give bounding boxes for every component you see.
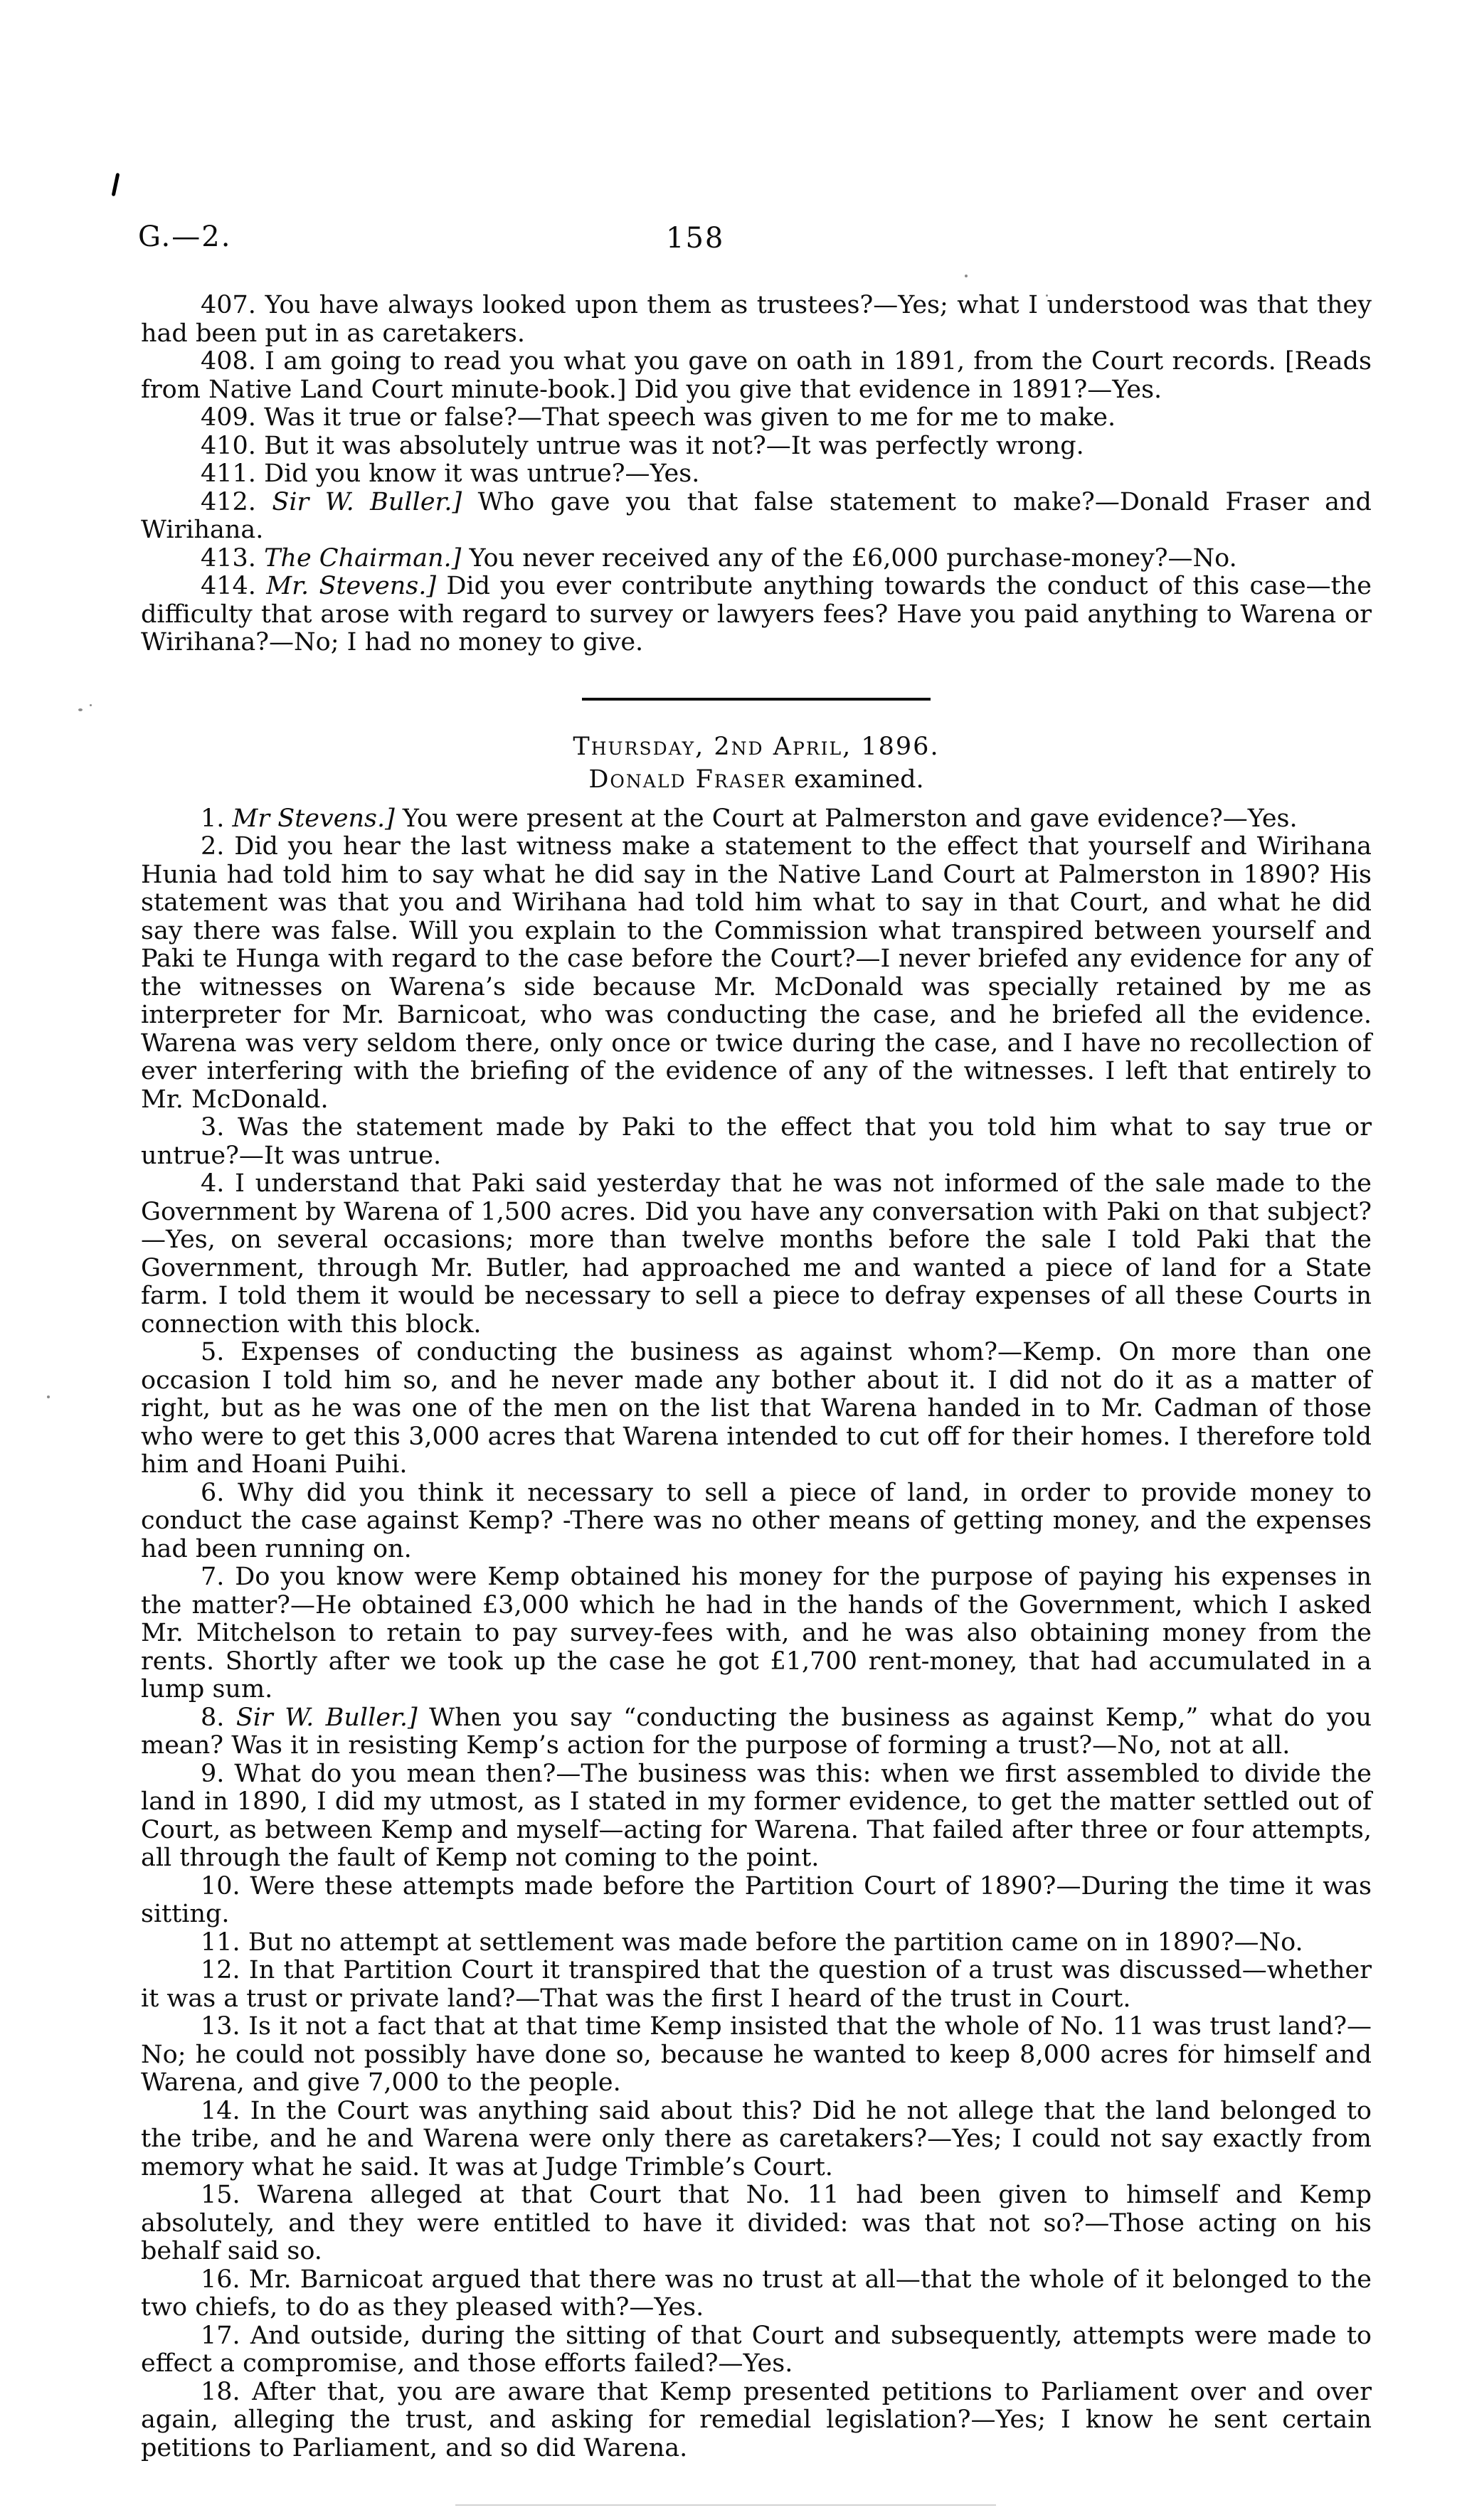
qa-text: And outside, during the sitting of that Court and subsequently, attempts were made to effect a compromise, and those efforts failed?—Yes. — [141, 2321, 1372, 2378]
qa-text: Were these attempts made before the Partition Court of 1890?—During the time it was sitting. — [141, 1871, 1372, 1928]
qa-text: You have always looked upon them as trustees?—Yes; what I understood was that they had been put in as caretakers. — [141, 291, 1372, 348]
qa-text: Expenses of conducting the business as against whom?—Kemp. On more than one occasion I told him so, and he never made any bother about it. I did not do it as a matter of right, but as he was one of the men on the list that Warena handed in to Mr. Cadman of those who were to get this 3,000 acres that Warena intended to cut off for their homes. I therefore told him and Hoani Puihi. — [141, 1338, 1372, 1479]
scan-speck — [965, 275, 968, 277]
qa-paragraph-3 — [141, 1114, 1372, 1170]
question-number: 14. — [201, 2096, 240, 2125]
qa-text: You were present at the Court at Palmerston and gave evidence?—Yes. — [402, 804, 1298, 833]
qa-paragraph-4 — [141, 1170, 1372, 1339]
qa-paragraph-413 — [141, 545, 1372, 573]
qa-paragraph-17 — [141, 2322, 1372, 2378]
question-number: 10. — [201, 1871, 240, 1900]
examination-section — [141, 805, 1372, 2463]
question-number: 16. — [201, 2265, 240, 2294]
question-number: 5. — [201, 1338, 225, 1366]
qa-text: Do you know were Kemp obtained his money for the purpose of paying his expenses in the matter?—He obtained £3,000 which he had in the hands of the Government, which I asked Mr. Mitchelson to retain to pay survey-fees with, and he was also obtaining money from the rents. Shortly after we took up the case he got £1,700 rent-money, that had accumulated in a lump sum. — [141, 1563, 1372, 1703]
question-number: 409. — [201, 403, 256, 432]
qa-paragraph-6 — [141, 1479, 1372, 1564]
witness-heading — [141, 766, 1372, 794]
scan-speck — [47, 1395, 50, 1398]
question-number: 7. — [201, 1563, 225, 1591]
question-number: 408. — [201, 347, 256, 376]
qa-paragraph-18 — [141, 2378, 1372, 2463]
question-number: 411. — [201, 459, 256, 488]
qa-paragraph-5 — [141, 1339, 1372, 1479]
qa-text: Was it true or false?—That speech was given to me for me to make. — [264, 403, 1116, 432]
section-divider-rule — [582, 698, 931, 701]
qa-paragraph-15 — [141, 2181, 1372, 2266]
qa-text: But no attempt at settlement was made before the partition came on in 1890?—No. — [248, 1928, 1303, 1957]
question-number: 13. — [201, 2012, 240, 2041]
speaker-name: The Chairman.] — [264, 543, 462, 573]
scan-artifact-stroke — [112, 173, 120, 196]
qa-text: Is it not a fact that at that time Kemp insisted that the whole of No. 11 was trust land?—No; he could not possibly have done so, because he wanted to keep 8,000 acres for himself and Warena, and give 7,000 to the people. — [141, 2012, 1372, 2097]
speaker-name: Mr. Stevens.] — [266, 572, 436, 600]
qa-text: I am going to read you what you gave on oath in 1891, from the Court records. [Reads from Native Land Court minute-book.] Did you give that evidence in 1891?—Yes. — [141, 347, 1372, 404]
qa-paragraph-411 — [141, 460, 1372, 489]
qa-paragraph-8 — [141, 1704, 1372, 1760]
question-number: 12. — [201, 1956, 240, 1984]
question-number: 4. — [201, 1169, 225, 1198]
qa-paragraph-412 — [141, 489, 1372, 545]
qa-paragraph-16 — [141, 2266, 1372, 2322]
qa-text: In that Partition Court it transpired that the question of a trust was discussed—whether it was a trust or private land?—That was the first I heard of the trust in Court. — [141, 1956, 1372, 2013]
sitting-date-heading: Thursday, 2nd April, 1896. — [573, 732, 940, 761]
qa-paragraph-2 — [141, 833, 1372, 1114]
qa-paragraph-1 — [141, 805, 1372, 834]
qa-text: I understand that Paki said yesterday that he was not informed of the sale made to the Government by Warena of 1,500 acres. Did you have any conversation with Paki on that subject?—Yes, on several occasions; more than twelve months before the sale I told Paki that the Government, through Mr. Butler, had approached me and wanted a piece of land for a State farm. I told them it would be necessary to sell a piece to defray expenses of all these Courts in connection with this block. — [141, 1169, 1372, 1339]
witness-heading-suffix: examined. — [794, 765, 924, 794]
question-number: 407. — [201, 291, 256, 319]
qa-paragraph-13 — [141, 2013, 1372, 2098]
speaker-name: Sir W. Buller.] — [235, 1703, 418, 1732]
qa-text: In the Court was anything said about this? Did he not allege that the land belonged to the tribe, and he and Warena were only there as caretakers?—Yes; I could not say exactly from memory what he said. It was at Judge Trimble’s Court. — [141, 2096, 1372, 2181]
question-number: 18. — [201, 2377, 240, 2406]
scan-speck — [90, 704, 92, 706]
qa-paragraph-14 — [141, 2098, 1372, 2182]
question-number: 11. — [201, 1928, 240, 1957]
qa-text: After that, you are aware that Kemp presented petitions to Parliament over and over again, alleging the trust, and asking for remedial legislation?—Yes; I know he sent certain petitions to Parliament, and so did Warena. — [141, 2377, 1372, 2462]
question-number: 6. — [201, 1478, 225, 1507]
question-number: 3. — [201, 1113, 225, 1142]
qa-text: Why did you think it necessary to sell a piece of land, in order to provide money to conduct the case against Kemp? -There was no other means of getting money, and the expenses had been running on. — [141, 1478, 1372, 1563]
qa-paragraph-414 — [141, 573, 1372, 657]
question-number: 412. — [201, 487, 256, 516]
qa-text: Did you ever contribute anything towards the conduct of this case—the difficulty that arose with regard to survey or lawyers fees? Have you paid anything to Warena or Wirihana?—No; I had no money to give. — [141, 572, 1372, 656]
qa-paragraph-12 — [141, 1957, 1372, 2013]
question-number: 8. — [201, 1703, 225, 1732]
question-number: 413. — [201, 543, 256, 573]
qa-text: Warena alleged at that Court that No. 11 had been given to himself and Kemp absolutely, and they were entitled to have it divided: was that not so?—Those acting on his behalf said so. — [141, 2181, 1372, 2265]
question-number: 1. — [201, 804, 225, 833]
witness-name: Donald Fraser — [588, 765, 786, 794]
qa-paragraph-9 — [141, 1760, 1372, 1873]
qa-paragraph-410 — [141, 432, 1372, 461]
qa-text: You never received any of the £6,000 purchase-money?—No. — [469, 543, 1237, 573]
scan-speck — [78, 708, 83, 711]
question-number: 15. — [201, 2181, 240, 2209]
previous-witness-section — [141, 292, 1372, 657]
qa-paragraph-10 — [141, 1873, 1372, 1929]
scan-artifact-line — [455, 2504, 996, 2506]
question-number: 17. — [201, 2321, 240, 2350]
qa-text: When you say “conducting the business as against Kemp,” what do you mean? Was it in resisting Kemp’s action for the purpose of forming a trust?—No, not at all. — [141, 1703, 1372, 1760]
qa-text: Mr. Barnicoat argued that there was no trust at all—that the whole of it belonged to the two chiefs, to do as they pleased with?—Yes. — [141, 2265, 1372, 2322]
question-number: 9. — [201, 1759, 225, 1788]
speaker-name: Sir W. Buller.] — [272, 487, 462, 516]
qa-paragraph-407 — [141, 292, 1372, 348]
qa-paragraph-408 — [141, 348, 1372, 404]
qa-text: What do you mean then?—The business was this: when we first assembled to divide the land in 1890, I did my utmost, as I stated in my former evidence, to get the matter settled out of Court, as between Kemp and myself—acting for Warena. That failed after three or four attempts, all through the fault of Kemp not coming to the point. — [141, 1759, 1372, 1872]
qa-text: Did you hear the last witness make a statement to the effect that yourself and Wirihana Hunia had told him to say what he did say in the Native Land Court at Palmerston in 1890? His statement was that you and Wirihana had told him what to say in that Court, and what he did say there was false. Will you explain to the Commission what transpired between yourself and Paki te Hunga with regard to the case before the Court?—I never briefed any evidence for any of the witnesses on Warena’s side because Mr. McDonald was specially retained by me as interpreter for Mr. Barnicoat, who was conducting the case, and he briefed all the evidence. Warena was very seldom there, only once or twice during the case, and I have no recollection of ever interfering with the briefing of the evidence of any of the witnesses. I left that entirely to Mr. McDonald. — [141, 832, 1372, 1114]
qa-paragraph-7 — [141, 1563, 1372, 1704]
question-number: 414. — [201, 572, 256, 600]
transcript-body — [141, 292, 1372, 2462]
document-reference: G.—2. — [138, 220, 232, 253]
question-number: 2. — [201, 832, 225, 861]
question-number: 410. — [201, 431, 256, 460]
qa-paragraph-11 — [141, 1929, 1372, 1957]
qa-text: Was the statement made by Paki to the effect that you told him what to say true or untrue?—It was untrue. — [141, 1113, 1372, 1170]
qa-text: Who gave you that false statement to make?—Donald Fraser and Wirihana. — [141, 487, 1372, 544]
speaker-name: Mr Stevens.] — [232, 804, 395, 833]
qa-paragraph-409 — [141, 404, 1372, 432]
page-number: 158 — [666, 222, 725, 255]
qa-text: Did you know it was untrue?—Yes. — [264, 459, 700, 488]
qa-text: But it was absolutely untrue was it not?—It was perfectly wrong. — [264, 431, 1084, 460]
